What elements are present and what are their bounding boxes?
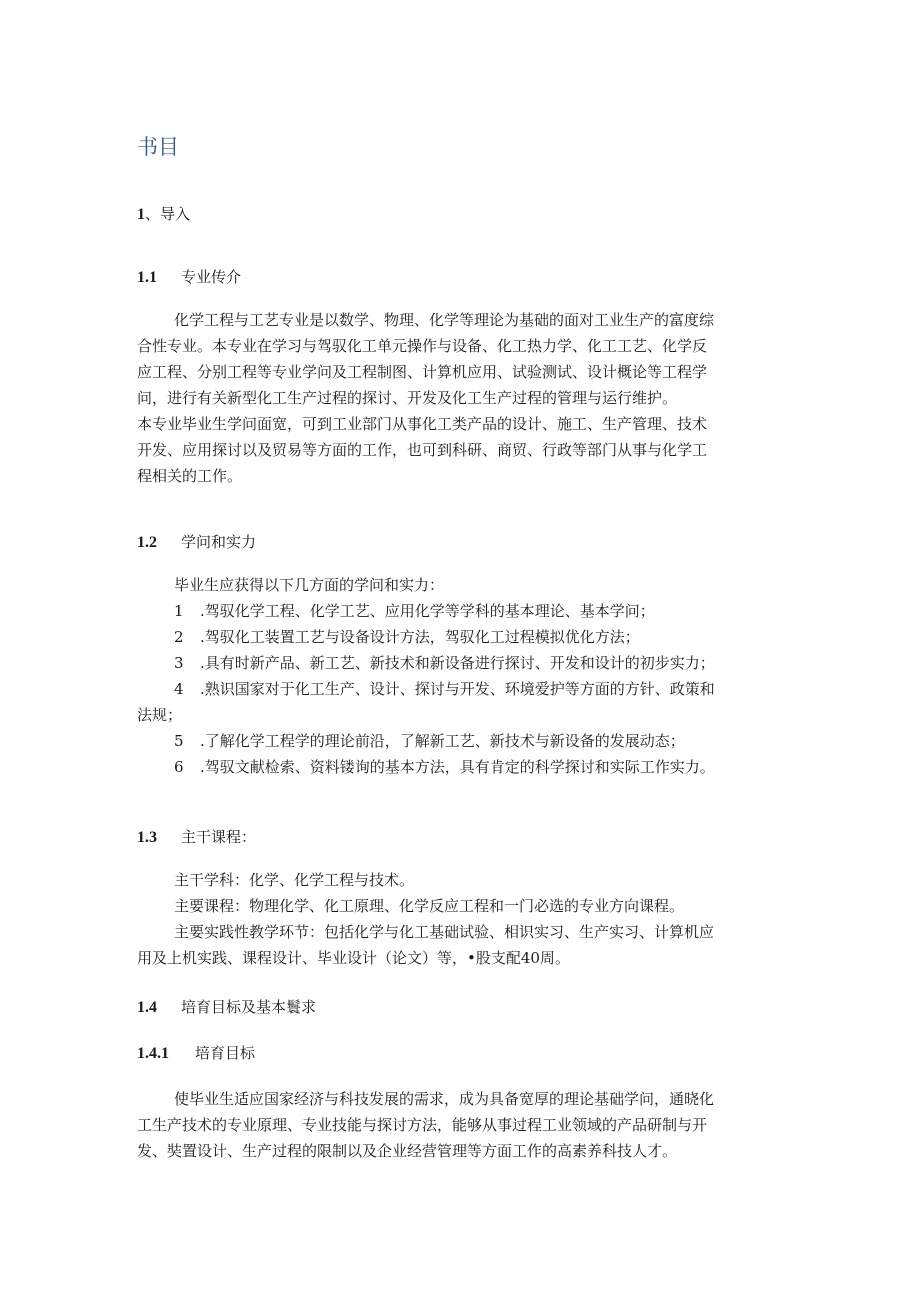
section-1-2-body: [137, 572, 715, 780]
section-title: 学问和实力: [181, 533, 257, 551]
section-1-1-body: [137, 307, 714, 489]
paragraph-line: 合性专业。本专业在学习与驾驭化工单元操作与设备、化工热力学、化工工艺、化学反: [137, 337, 708, 355]
list-number: 2: [174, 628, 184, 646]
section-number: 1.4.1: [137, 1045, 169, 1062]
list-number: 4: [174, 680, 184, 698]
paragraph-line: 化学工程与工艺专业是以数学、物理、化学等理论为基础的面对工业生产的富度综: [174, 311, 715, 329]
list-item: [137, 754, 715, 780]
list-number: 6: [174, 758, 184, 776]
section-title: 专业传介: [181, 268, 242, 286]
paragraph-line: 主要课程：物理化学、化工原理、化学反应工程和一门必选的专业方向课程。: [174, 897, 685, 915]
section-number: 1.4: [137, 999, 157, 1016]
section-number: 1.1: [137, 269, 157, 286]
section-1-4-heading: [137, 996, 316, 1019]
section-title: 培育目标: [195, 1044, 256, 1062]
section-1-3-body: [137, 867, 714, 971]
list-text: .具有时新产品、新工艺、新技术和新设备进行探讨、开发和设计的初步实力；: [200, 654, 715, 672]
paragraph-line: 使毕业生适应国家经济与科技发展的需求，成为具备宽厚的理论基础学问，通晓化: [174, 1090, 715, 1108]
paragraph-line: 主干学科：化学、化学工程与技术。: [174, 871, 415, 889]
paragraph-line: 问，进行有关新型化工生产过程的探讨、开发及化工生产过程的管理与运行维护。: [137, 389, 678, 407]
list-text: .驾驭文献检索、资料镂询的基本方法，具有肯定的科学探讨和实际工作实力。: [200, 758, 715, 776]
paragraph-line: 发、奘置设计、生产过程的限制以及企业经营管理等方面工作的高素养科技人才。: [137, 1142, 678, 1160]
section-1-3-heading: [137, 826, 256, 849]
list-text: .熟识国家对于化工生产、设计、探讨与开发、环境爱护等方面的方针、政策和: [200, 680, 715, 698]
list-number: 1: [174, 602, 184, 620]
section-title: 、导入: [145, 205, 191, 223]
section-1-1-heading: [137, 266, 241, 289]
list-number: 5: [174, 732, 184, 750]
list-text: .驾驭化工装置工艺与设备设计方法，驾驭化工过程模拟优化方法；: [200, 628, 640, 646]
section-number: 1.2: [137, 534, 157, 551]
list-item: [137, 624, 715, 650]
section-number: 1.3: [137, 829, 157, 846]
section-number: 1: [137, 206, 145, 223]
list-item: [137, 676, 715, 702]
toc-title: 书目: [137, 135, 179, 159]
list-item: [137, 728, 715, 754]
section-title: 主干课程：: [181, 828, 257, 846]
list-number: 3: [174, 654, 184, 672]
paragraph-line: 本专业毕业生学问面宽，可到工业部门从事化工类产品的设计、施工、生产管理、技术: [137, 415, 708, 433]
list-item: [137, 598, 715, 624]
section-title: 培育目标及基本鬟求: [181, 998, 317, 1016]
section-1-heading: [137, 203, 190, 226]
paragraph-line: 开发、应用探讨以及贸易等方面的工作，也可到科研、商贸、行政等部门从事与化学工: [137, 441, 708, 459]
list-text: .驾驭化学工程、化学工艺、应用化学等学科的基本理论、基本学问；: [200, 602, 655, 620]
paragraph-line: 应工程、分别工程等专业学问及工程制图、计算机应用、试验测试、设计概论等工程学: [137, 363, 708, 381]
paragraph-line: 程相关的工作。: [137, 467, 243, 485]
list-item-continuation: 法规；: [137, 706, 183, 724]
paragraph-line: 用及上机实践、课程设计、毕业设计（论文）等，•股支配40周。: [137, 949, 570, 967]
paragraph-line: 工生产技术的专业原理、专业技能与探讨方法，能够从事过程工业领域的产品研制与开: [137, 1116, 708, 1134]
intro-line: 毕业生应获得以下几方面的学问和实力：: [174, 576, 445, 594]
section-1-2-heading: [137, 531, 256, 554]
section-1-4-1-heading: [137, 1042, 255, 1065]
list-item: [137, 650, 715, 676]
section-1-4-1-body: [137, 1086, 714, 1164]
paragraph-line: 主要实践性教学环节：包括化学与化工基础试验、相识实习、生产实习、计算机应: [174, 923, 715, 941]
list-text: .了解化学工程学的理论前沿，了解新工艺、新技术与新设备的发展动态；: [200, 732, 685, 750]
